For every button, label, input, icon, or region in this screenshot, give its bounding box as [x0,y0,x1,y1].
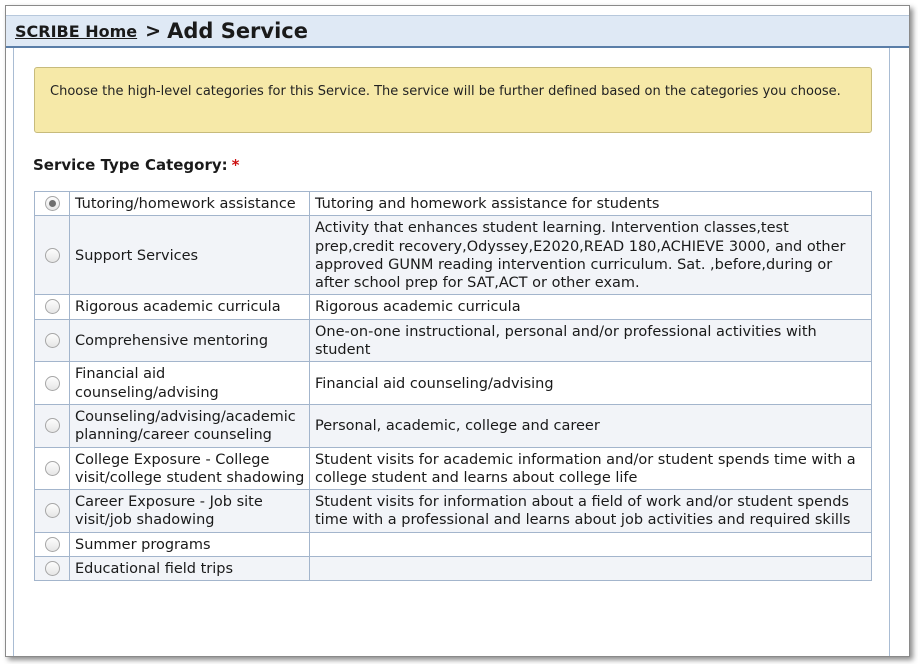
service-type-description: Personal, academic, college and career [310,404,872,447]
service-type-name: Support Services [70,216,310,295]
form-panel [13,48,890,657]
radio-cell[interactable] [35,532,70,556]
service-type-name: Comprehensive mentoring [70,319,310,362]
service-type-description: One-on-one instructional, personal and/or professional activities with student [310,319,872,362]
service-type-radio[interactable] [45,503,60,518]
breadcrumb-separator: > [145,20,162,42]
radio-cell[interactable] [35,216,70,295]
service-type-row[interactable] [35,216,872,295]
service-type-name: Tutoring/homework assistance [70,192,310,216]
service-type-row[interactable] [35,362,872,405]
radio-cell[interactable] [35,295,70,319]
service-type-row[interactable] [35,404,872,447]
service-type-name: College Exposure - College visit/college student shadowing [70,447,310,490]
service-type-row[interactable] [35,557,872,581]
service-type-table [34,191,872,581]
service-type-radio[interactable] [45,299,60,314]
radio-cell[interactable] [35,319,70,362]
service-type-description: Tutoring and homework assistance for students [310,192,872,216]
service-type-radio[interactable] [45,248,60,263]
service-type-radio[interactable] [45,461,60,476]
service-type-name: Summer programs [70,532,310,556]
service-type-radio[interactable] [45,333,60,348]
service-type-description: Activity that enhances student learning. Intervention classes,test prep,credit recovery,Odyssey,E2020,READ 180,ACHIEVE 3000, and other approved GUNM reading intervention curriculum. Sat. ,before,during or after school prep for SAT,ACT or other exam. [310,216,872,295]
service-type-row[interactable] [35,192,872,216]
radio-cell[interactable] [35,404,70,447]
radio-cell[interactable] [35,557,70,581]
service-type-row[interactable] [35,295,872,319]
service-type-row[interactable] [35,447,872,490]
service-type-description [310,557,872,581]
service-type-description [310,532,872,556]
service-type-name: Financial aid counseling/advising [70,362,310,405]
page-title: Add Service [167,19,308,43]
service-type-radio[interactable] [45,196,60,211]
service-type-radio[interactable] [45,537,60,552]
service-type-row[interactable] [35,319,872,362]
service-type-description: Rigorous academic curricula [310,295,872,319]
radio-cell[interactable] [35,490,70,533]
service-type-radio[interactable] [45,376,60,391]
info-notice: Choose the high-level categories for this Service. The service will be further defined based on the categories you choose. [34,67,872,133]
service-type-description: Financial aid counseling/advising [310,362,872,405]
service-type-row[interactable] [35,490,872,533]
service-type-radio[interactable] [45,418,60,433]
window-frame [5,5,910,657]
service-type-radio[interactable] [45,561,60,576]
service-type-description: Student visits for information about a field of work and/or student spends time with a professional and learns about job activities and required skills [310,490,872,533]
breadcrumb-home-link[interactable]: SCRIBE Home [15,21,138,41]
service-type-row[interactable] [35,532,872,556]
required-marker: * [231,156,240,174]
page-header [6,15,909,48]
service-type-label-text: Service Type Category: [33,156,228,174]
service-type-description: Student visits for academic information and/or student spends time with a college student and learns about college life [310,447,872,490]
service-type-name: Rigorous academic curricula [70,295,310,319]
service-type-name: Counseling/advising/academic planning/career counseling [70,404,310,447]
radio-cell[interactable] [35,362,70,405]
radio-cell[interactable] [35,447,70,490]
service-type-name: Educational field trips [70,557,310,581]
service-type-label [33,156,240,174]
service-type-name: Career Exposure - Job site visit/job shadowing [70,490,310,533]
radio-cell[interactable] [35,192,70,216]
